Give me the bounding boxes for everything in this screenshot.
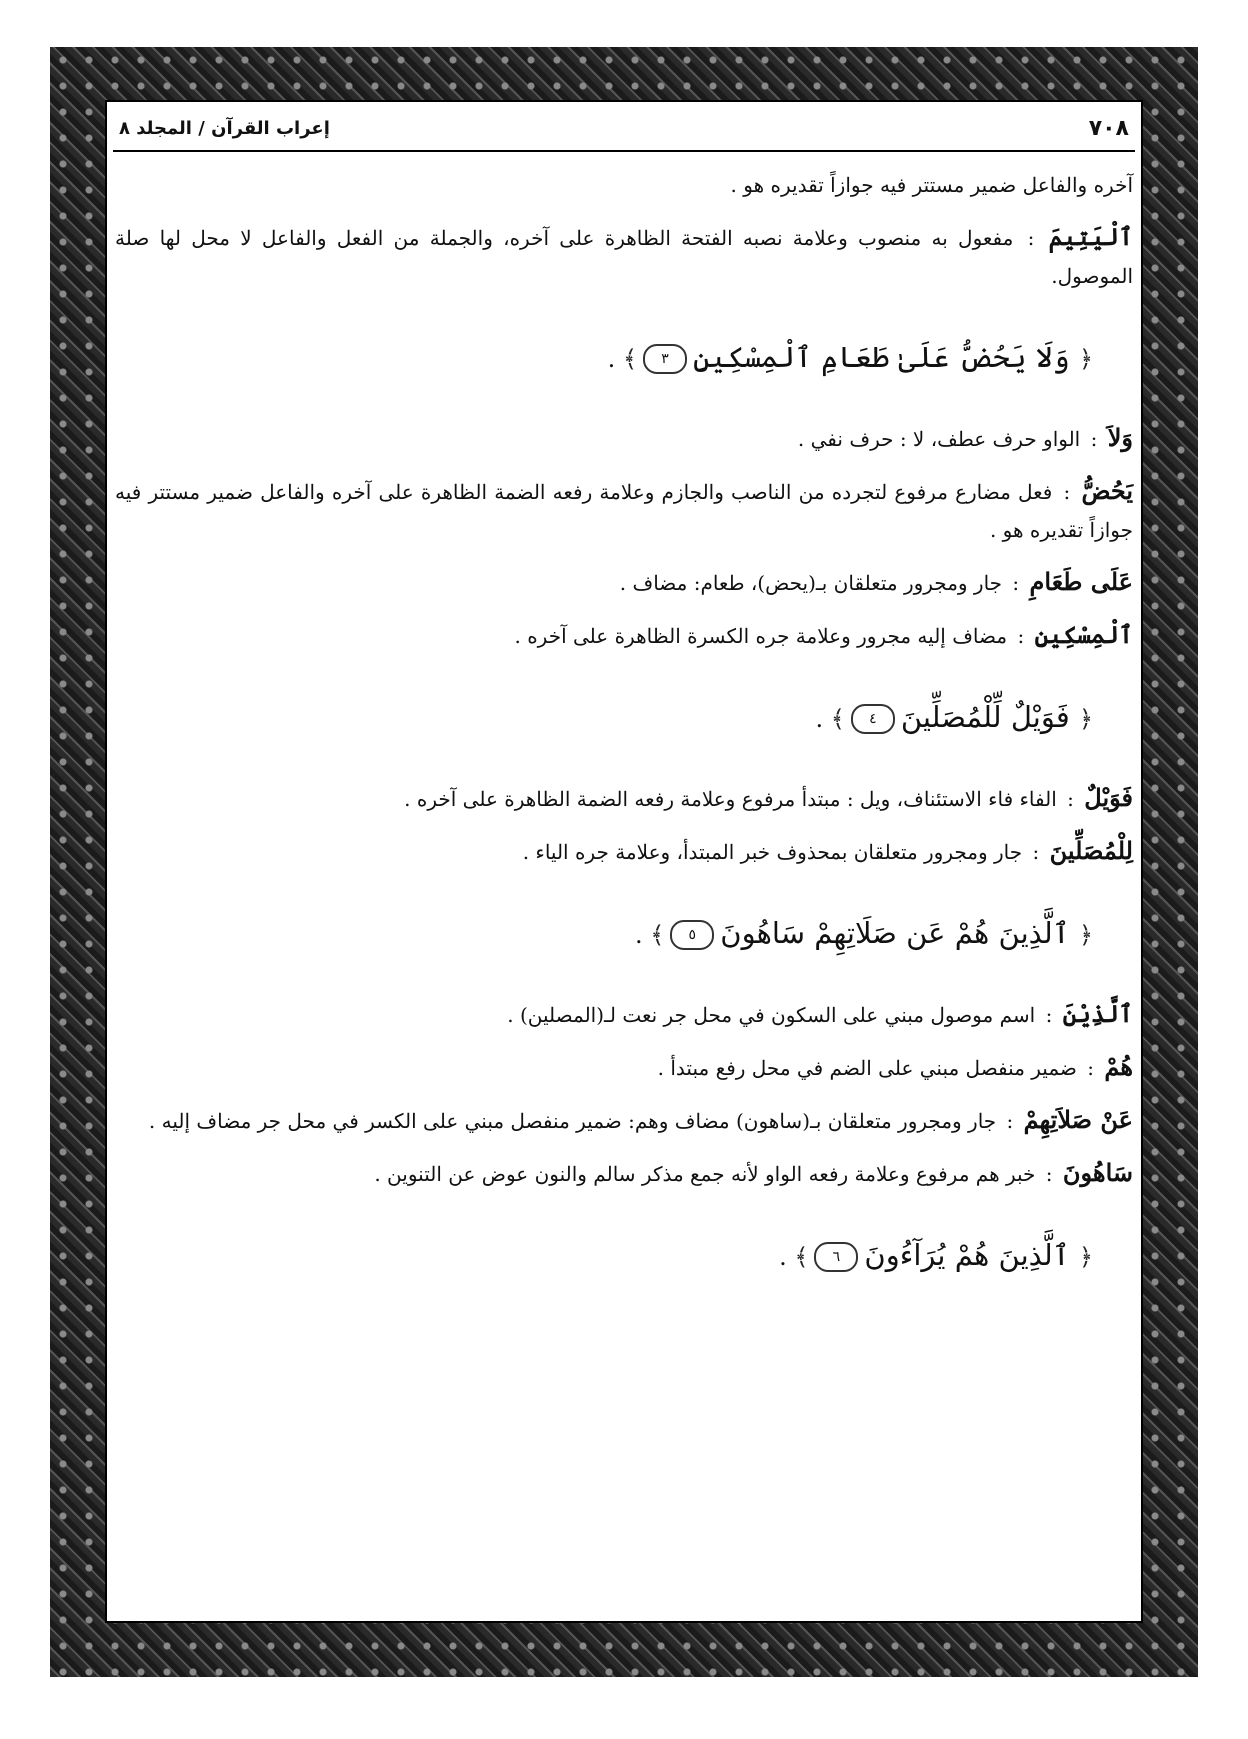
term-separator: : — [1032, 840, 1040, 864]
quran-verse — [115, 1233, 1093, 1279]
verse-open-bracket: ﴿ — [1078, 705, 1093, 733]
parsing-text: اسم موصول مبني على السكون في محل جر نعت لـ(المصلين) . — [507, 1003, 1036, 1027]
parsed-word: هُمْ — [1104, 1052, 1133, 1081]
parsing-text: فعل مضارع مرفوع لتجرده من الناصب والجازم وعلامة رفعه الضمة الظاهرة على آخره والفاعل ضمير مستتر فيه جوازاً تقديره هو . — [115, 480, 1133, 542]
term-separator: : — [1090, 427, 1098, 451]
verse-end-dot: . — [815, 705, 831, 733]
term-separator: : — [1017, 624, 1025, 648]
parsed-word: عَلَى طَعَامِ — [1029, 567, 1133, 596]
ayah-number-marker: ٥ — [670, 920, 714, 950]
irab-paragraph — [115, 166, 1133, 204]
parsing-text: الواو حرف عطف، لا : حرف نفي . — [797, 427, 1081, 451]
irab-paragraph — [115, 779, 1133, 818]
verse-close-bracket: ﴾ — [622, 345, 637, 373]
verse-close-bracket: ﴾ — [650, 921, 665, 949]
parsed-word: يَحُضُّ — [1081, 476, 1134, 505]
parsing-text: الفاء فاء الاستئناف، ويل : مبتدأ مرفوع وعلامة رفعه الضمة الظاهرة على آخره . — [404, 787, 1057, 811]
ayah-number-marker: ٣ — [643, 344, 687, 374]
page-header — [113, 110, 1135, 152]
parsed-word: ٱلَّذِيْنَ — [1062, 999, 1133, 1028]
verse-open-bracket: ﴿ — [1078, 1243, 1093, 1271]
irab-paragraph — [115, 218, 1133, 295]
parsing-text: خبر هم مرفوع وعلامة رفعه الواو لأنه جمع مذكر سالم والنون عوض عن التنوين . — [374, 1162, 1036, 1186]
verse-close-bracket: ﴾ — [830, 705, 845, 733]
verse-end-dot: . — [779, 1243, 795, 1271]
term-separator: : — [1045, 1003, 1053, 1027]
term-separator: : — [1087, 1056, 1094, 1080]
book-page — [113, 108, 1135, 1613]
parsed-word: ٱلْمِسْكِينِ — [1034, 620, 1133, 649]
parsed-word: سَاهُونَ — [1062, 1158, 1133, 1187]
ayah-number-marker: ٦ — [814, 1242, 858, 1272]
irab-paragraph — [115, 1048, 1133, 1087]
term-separator: : — [1045, 1162, 1053, 1186]
parsing-text: جار ومجرور متعلقان بـ(ساهون) مضاف وهم: ضمير منفصل مبني على الكسر في محل جر مضاف إليه . — [148, 1109, 997, 1133]
parsed-word: وَلاَ — [1107, 423, 1133, 452]
verse-open-bracket: ﴿ — [1078, 345, 1093, 373]
ayah-number-marker: ٤ — [851, 704, 895, 734]
parsed-word: فَوَيْلٌ — [1084, 783, 1133, 812]
term-separator: : — [1006, 1109, 1014, 1133]
irab-paragraph — [115, 832, 1133, 871]
irab-paragraph — [115, 1101, 1133, 1140]
parsed-word: عَنْ صَلاَتِهِمْ — [1023, 1105, 1133, 1134]
parsed-word: ٱلْيَتِيمَ — [1048, 222, 1133, 251]
irab-paragraph — [115, 472, 1133, 549]
page-number: ٧٠٨ — [1088, 116, 1129, 141]
verse-close-bracket: ﴾ — [794, 1243, 809, 1271]
quran-verse — [115, 911, 1093, 957]
verse-text: ٱلَّذِينَ هُمْ يُرَآءُونَ — [864, 1238, 1070, 1272]
verse-text: ٱلَّذِينَ هُمْ عَن صَلَاتِهِمْ سَاهُونَ — [720, 916, 1070, 950]
irab-paragraph — [115, 419, 1133, 458]
irab-paragraph — [115, 1154, 1133, 1193]
irab-paragraph — [115, 995, 1133, 1034]
term-separator: : — [1012, 571, 1020, 595]
parsing-text: ضمير منفصل مبني على الضم في محل رفع مبتدأ . — [657, 1056, 1077, 1080]
verse-end-dot: . — [634, 921, 651, 949]
book-title: إعراب القرآن / المجلد ٨ — [119, 118, 330, 139]
quran-verse — [115, 695, 1093, 741]
term-separator: : — [1027, 226, 1035, 250]
verse-end-dot: . — [607, 345, 623, 373]
irab-paragraph — [115, 616, 1133, 655]
term-separator: : — [1067, 787, 1074, 811]
parsing-text: جار ومجرور متعلقان بمحذوف خبر المبتدأ، وعلامة جره الياء . — [522, 840, 1023, 864]
quran-verse — [115, 335, 1093, 381]
parsing-text: مضاف إليه مجرور وعلامة جره الكسرة الظاهرة على آخره . — [514, 624, 1008, 648]
verse-text: فَوَيْلٌ لِّلْمُصَلِّينَ — [900, 700, 1070, 734]
verse-text: وَلَا يَحُضُّ عَلَىٰ طَعَامِ ٱلْمِسْكِينِ — [693, 340, 1070, 374]
parsing-text: آخره والفاعل ضمير مستتر فيه جوازاً تقديره هو . — [730, 173, 1133, 197]
term-separator: : — [1063, 480, 1071, 504]
parsing-text: جار ومجرور متعلقان بـ(يحض)، طعام: مضاف . — [619, 571, 1003, 595]
page-content — [115, 166, 1133, 1317]
parsing-text: مفعول به منصوب وعلامة نصبه الفتحة الظاهرة على آخره، والجملة من الفعل والفاعل لا محل لها صلة الموصول. — [115, 226, 1133, 288]
irab-paragraph — [115, 563, 1133, 602]
parsed-word: لِلْمُصَلِّينَ — [1049, 836, 1133, 865]
verse-open-bracket: ﴿ — [1078, 921, 1093, 949]
